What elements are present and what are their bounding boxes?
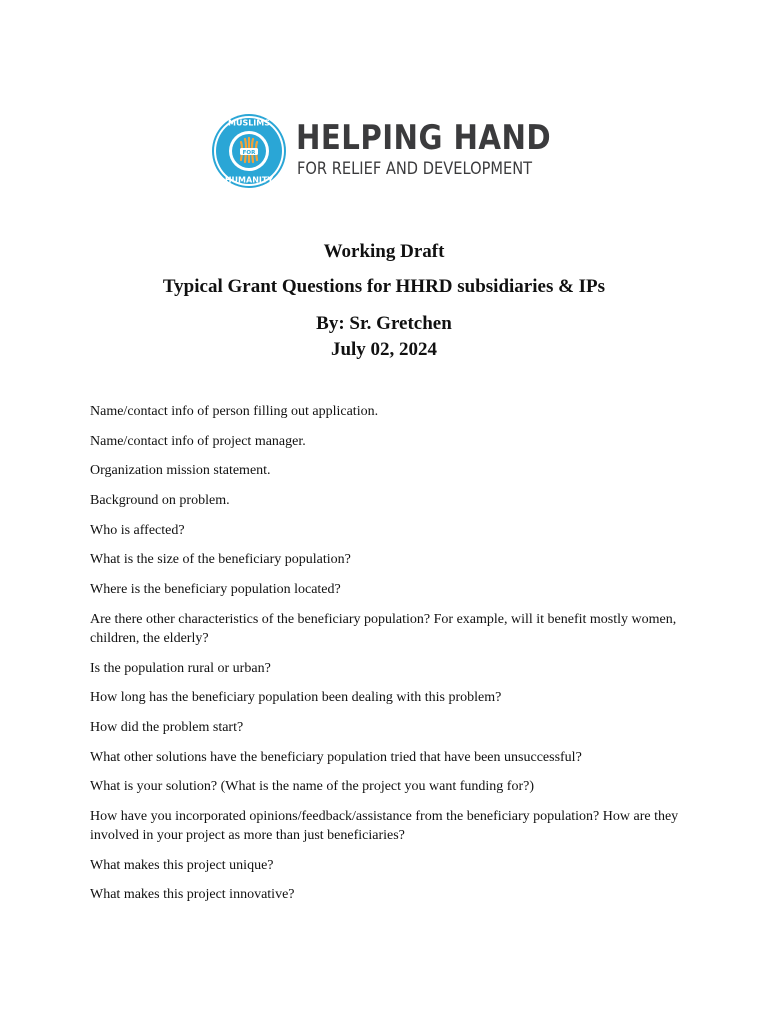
question-list (90, 402, 690, 915)
logo-title: HELPING HAND (296, 118, 552, 158)
author-line: By: Sr. Gretchen (316, 313, 452, 334)
question-item: Name/contact info of project manager. (90, 433, 306, 449)
logo-subtitle: FOR RELIEF AND DEVELOPMENT (297, 159, 533, 179)
question-item: Is the population rural or urban? (90, 660, 271, 676)
question-item: What other solutions have the beneficiary population tried that have been unsuccessful? (90, 749, 582, 765)
question-item: Background on problem. (90, 493, 230, 509)
document-date: July 02, 2024 (330, 339, 438, 360)
draft-label: Working Draft (323, 241, 445, 262)
question-item: What makes this project innovative? (90, 887, 295, 903)
svg-text:MUSLIMS: MUSLIMS (227, 118, 271, 128)
question-item: Organization mission statement. (90, 463, 271, 479)
question-item: What makes this project unique? (90, 857, 274, 873)
organization-logo (210, 112, 570, 192)
question-item: How have you incorporated opinions/feedback/assistance from the beneficiary population? How are they involved in your project as more than just beneficiaries? (90, 808, 679, 843)
question-item: What is your solution? (What is the name of the project you want funding for?) (90, 779, 534, 795)
svg-text:HUMANITY: HUMANITY (224, 175, 274, 185)
question-item: How did the problem start? (90, 719, 244, 735)
question-item: How long has the beneficiary population been dealing with this problem? (90, 690, 502, 706)
question-item: Where is the beneficiary population located? (90, 582, 341, 598)
question-item: Who is affected? (90, 522, 185, 538)
question-item: Are there other characteristics of the beneficiary population? For example, will it benefit mostly women, children, the elderly? (90, 611, 677, 646)
document-title: Typical Grant Questions for HHRD subsidiaries & IPs (162, 276, 606, 297)
question-item: Name/contact info of person filling out application. (90, 404, 379, 419)
svg-text:FOR: FOR (242, 149, 256, 156)
question-item: What is the size of the beneficiary population? (90, 552, 351, 568)
muslims-for-humanity-seal-icon (210, 112, 288, 190)
